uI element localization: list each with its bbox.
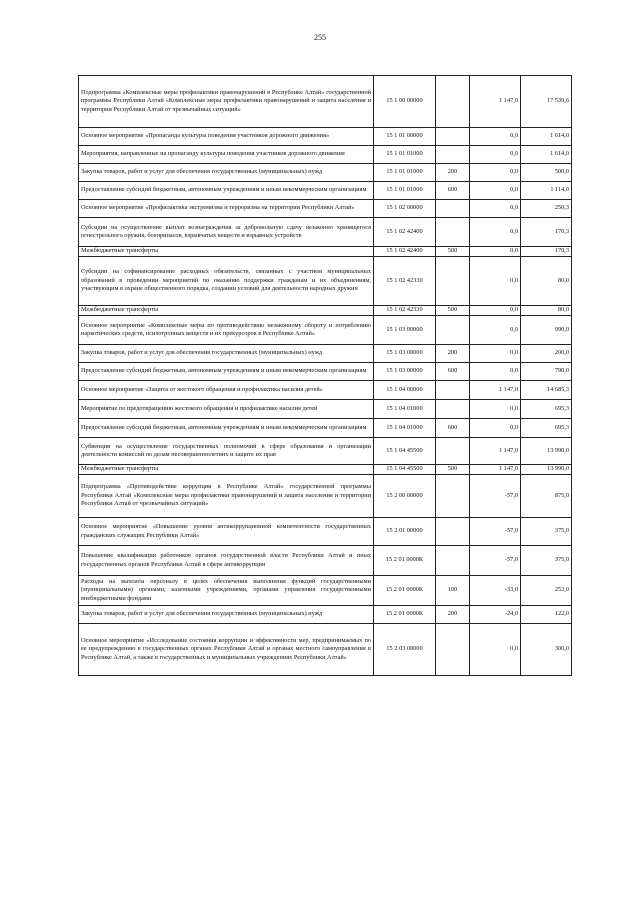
row-code: 15 1 01 00000 [374, 128, 436, 146]
row-name: Основное мероприятие «Повышение уровня антикоррупционной компетентности государственных гражданских служащих Республики Алтай» [79, 518, 374, 546]
row-change: 0,0 [470, 247, 521, 257]
budget-table-body [79, 76, 572, 676]
table-row [79, 182, 572, 200]
row-total: 990,0 [521, 316, 572, 345]
row-code: 15 1 01 01000 [374, 182, 436, 200]
row-code: 15 2 03 00000 [374, 624, 436, 676]
row-change: 0,0 [470, 345, 521, 363]
row-total: 1 614,0 [521, 146, 572, 164]
row-change: 0,0 [470, 306, 521, 316]
table-row [79, 518, 572, 546]
row-change: 0,0 [470, 218, 521, 247]
row-name: Предоставление субсидий бюджетным, автономным учреждениям и иным некоммерческим организациям [79, 363, 374, 381]
row-code: 15 1 04 45500 [374, 438, 436, 465]
row-code: 15 1 01 01000 [374, 146, 436, 164]
row-total: 500,0 [521, 164, 572, 182]
row-name: Основное мероприятие «Исследование состояния коррупции и эффективности мер, предпринимаемых по ее предупреждению в государственных органах Республики Алтай и органах местного самоуправления в Республике Алтай, а также в государственных и муниципальных учреждениях Республики Алтай» [79, 624, 374, 676]
row-total: 375,0 [521, 546, 572, 576]
row-name: Основное мероприятие «Защита от жестокого обращения и профилактика насилия детей» [79, 381, 374, 400]
row-expense-type: 200 [436, 164, 470, 182]
row-name: Повышение квалификации работников органов государственной власти Республики Алтай и иных государственных органов Республики Алтай в сфере антикоррупции [79, 546, 374, 576]
row-code: 15 2 01 0000К [374, 606, 436, 624]
row-name: Мероприятие по предотвращению жестокого обращения и профилактике насилия детей [79, 400, 374, 419]
row-code: 15 1 00 00000 [374, 76, 436, 128]
table-row [79, 200, 572, 218]
row-total: 122,0 [521, 606, 572, 624]
row-name: Субсидии на осуществление выплат вознаграждения за добровольную сдачу незаконно хранящегося огнестрельного оружия, боеприпасов, взрывчатых веществ и взрывных устройств [79, 218, 374, 247]
row-total: 14 685,3 [521, 381, 572, 400]
row-total: 13 990,0 [521, 438, 572, 465]
table-row [79, 624, 572, 676]
row-expense-type: 200 [436, 345, 470, 363]
table-row [79, 345, 572, 363]
table-row [79, 128, 572, 146]
row-code: 15 2 00 00000 [374, 475, 436, 518]
row-code: 15 1 04 01000 [374, 419, 436, 438]
row-code: 15 1 02 00000 [374, 200, 436, 218]
row-code: 15 1 04 00000 [374, 381, 436, 400]
row-name: Межбюджетные трансферты [79, 306, 374, 316]
row-change: -57,0 [470, 546, 521, 576]
row-name: Предоставление субсидий бюджетным, автономным учреждениям и иным некоммерческим организациям [79, 182, 374, 200]
row-expense-type [436, 475, 470, 518]
row-name: Субсидии на софинансирование расходных обязательств, связанных с участием муниципальных образований в проведении мероприятий по оказанию поддержки гражданам и их объединениям, участвующим в охране общественного порядка, создании условий для деятельности народных дружин [79, 257, 374, 306]
row-expense-type [436, 400, 470, 419]
table-row [79, 546, 572, 576]
row-code: 15 1 02 42400 [374, 218, 436, 247]
row-expense-type [436, 146, 470, 164]
row-change: 0,0 [470, 316, 521, 345]
row-expense-type: 600 [436, 182, 470, 200]
table-row [79, 465, 572, 475]
row-total: 695,3 [521, 400, 572, 419]
row-total: 250,3 [521, 200, 572, 218]
row-total: 875,0 [521, 475, 572, 518]
row-expense-type [436, 316, 470, 345]
row-name: Подпрограмма «Противодействие коррупции в Республике Алтай» государственной программы Республики Алтай «Комплексные меры профилактики правонарушений и защита населения и территории Республики Алтай от чрезвычайных ситуаций» [79, 475, 374, 518]
row-change: -24,0 [470, 606, 521, 624]
budget-table [78, 75, 572, 676]
page-number: 255 [314, 33, 326, 42]
row-expense-type [436, 438, 470, 465]
row-change: 0,0 [470, 182, 521, 200]
row-expense-type: 600 [436, 363, 470, 381]
row-expense-type: 500 [436, 306, 470, 316]
row-change: 0,0 [470, 400, 521, 419]
row-expense-type [436, 218, 470, 247]
row-code: 15 1 04 45500 [374, 465, 436, 475]
row-expense-type: 200 [436, 606, 470, 624]
row-expense-type [436, 624, 470, 676]
row-name: Закупка товаров, работ и услуг для обеспечения государственных (муниципальных) нужд [79, 164, 374, 182]
row-total: 80,0 [521, 257, 572, 306]
row-code: 15 2 01 00000 [374, 518, 436, 546]
row-name: Основное мероприятие «Комплексные меры по противодействию незаконному обороту и потреблению наркотических средств, психотропных веществ и их прекурсоров в Республике Алтай» [79, 316, 374, 345]
row-change: 0,0 [470, 200, 521, 218]
table-row [79, 438, 572, 465]
row-expense-type [436, 200, 470, 218]
row-total: 695,3 [521, 419, 572, 438]
row-total: 17 539,6 [521, 76, 572, 128]
table-row [79, 316, 572, 345]
row-total: 200,0 [521, 345, 572, 363]
row-expense-type [436, 76, 470, 128]
row-code: 15 2 01 0000К [374, 576, 436, 606]
table-row [79, 306, 572, 316]
row-name: Расходы на выплаты персоналу в целях обеспечения выполнения функций государственными (муниципальными) органами, казенными учреждениями, органами управления государственными внебюджетными фондами [79, 576, 374, 606]
row-change: 1 147,0 [470, 381, 521, 400]
row-change: 1 147,0 [470, 465, 521, 475]
row-change: 0,0 [470, 363, 521, 381]
table-row [79, 218, 572, 247]
table-row [79, 257, 572, 306]
row-expense-type [436, 257, 470, 306]
row-code: 15 1 02 42330 [374, 257, 436, 306]
table-row [79, 247, 572, 257]
row-code: 15 1 01 01000 [374, 164, 436, 182]
row-change: -57,0 [470, 475, 521, 518]
table-row [79, 606, 572, 624]
row-expense-type [436, 381, 470, 400]
row-change: 1 147,0 [470, 76, 521, 128]
row-total: 80,0 [521, 306, 572, 316]
row-name: Закупка товаров, работ и услуг для обеспечения государственных (муниципальных) нужд [79, 345, 374, 363]
row-total: 1 614,0 [521, 128, 572, 146]
table-row [79, 475, 572, 518]
row-expense-type [436, 128, 470, 146]
row-total: 790,0 [521, 363, 572, 381]
row-total: 170,3 [521, 247, 572, 257]
row-code: 15 1 02 42400 [374, 247, 436, 257]
row-change: 0,0 [470, 146, 521, 164]
row-code: 15 1 03 00000 [374, 363, 436, 381]
row-name: Субвенции на осуществление государственных полномочий в сфере образования и организации деятельности комиссий по делам несовершеннолетних и защите их прав [79, 438, 374, 465]
row-name: Основное мероприятие «Пропаганда культуры поведения участников дорожного движения» [79, 128, 374, 146]
row-code: 15 1 04 01000 [374, 400, 436, 419]
row-expense-type: 500 [436, 465, 470, 475]
row-change: 0,0 [470, 164, 521, 182]
row-name: Межбюджетные трансферты [79, 465, 374, 475]
table-row [79, 164, 572, 182]
row-name: Закупка товаров, работ и услуг для обеспечения государственных (муниципальных) нужд [79, 606, 374, 624]
table-row [79, 363, 572, 381]
row-code: 15 1 02 42330 [374, 306, 436, 316]
row-name: Межбюджетные трансферты [79, 247, 374, 257]
table-row [79, 400, 572, 419]
row-total: 13 990,0 [521, 465, 572, 475]
row-total: 170,3 [521, 218, 572, 247]
row-expense-type [436, 518, 470, 546]
table-row [79, 576, 572, 606]
row-total: 375,0 [521, 518, 572, 546]
row-expense-type: 100 [436, 576, 470, 606]
row-total: 1 114,0 [521, 182, 572, 200]
row-code: 15 1 03 00000 [374, 316, 436, 345]
table-row [79, 76, 572, 128]
table-row [79, 419, 572, 438]
row-change: 0,0 [470, 128, 521, 146]
row-code: 15 2 01 0000К [374, 546, 436, 576]
row-code: 15 1 03 00000 [374, 345, 436, 363]
row-change: -57,0 [470, 518, 521, 546]
row-name: Предоставление субсидий бюджетным, автономным учреждениям и иным некоммерческим организациям [79, 419, 374, 438]
row-total: 253,0 [521, 576, 572, 606]
row-change: 0,0 [470, 624, 521, 676]
row-change: -33,0 [470, 576, 521, 606]
row-expense-type: 500 [436, 247, 470, 257]
row-change: 0,0 [470, 419, 521, 438]
row-change: 1 147,0 [470, 438, 521, 465]
table-row [79, 146, 572, 164]
row-expense-type [436, 546, 470, 576]
row-total: 300,0 [521, 624, 572, 676]
row-name: Подпрограмма «Комплексные меры профилактики правонарушений в Республике Алтай» государственной программы Республики Алтай «Комплексные меры профилактики правонарушений и защита населения и территории Республики Алтай от чрезвычайных ситуаций» [79, 76, 374, 128]
table-row [79, 381, 572, 400]
row-name: Мероприятия, направленные на пропаганду культуры поведения участников дорожного движения [79, 146, 374, 164]
row-change: 0,0 [470, 257, 521, 306]
row-name: Основное мероприятие «Профилактика экстремизма и терроризма на территории Республики Алтай» [79, 200, 374, 218]
row-expense-type: 600 [436, 419, 470, 438]
